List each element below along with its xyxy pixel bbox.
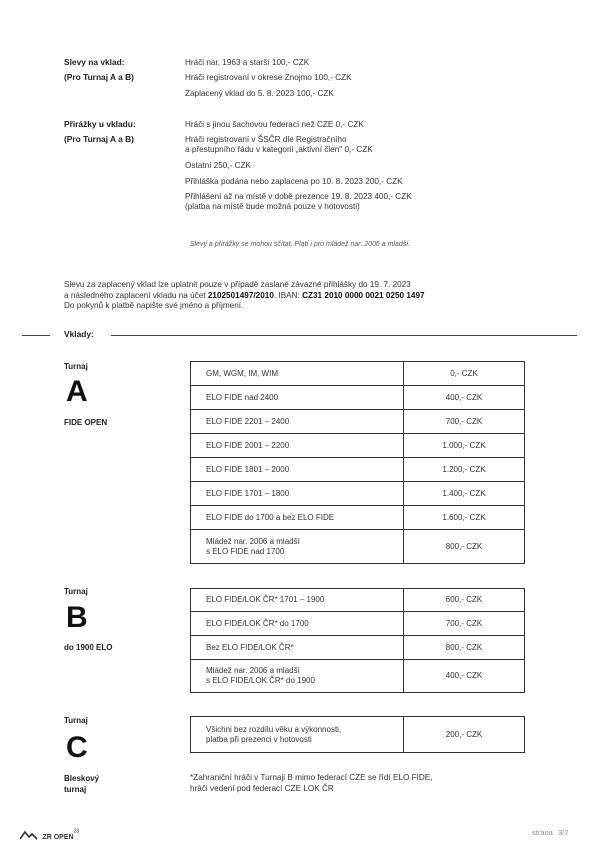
category-cell: Bez ELO FIDE/LOK ČR* (191, 636, 404, 660)
footnote-line-1: *Zahraniční hráči v Turnaji B mimo federací CZE se řídí ELO FIDE, (190, 773, 433, 782)
payment-prefix: a následného zaplacení vkladu na účet (64, 291, 208, 300)
table-row (191, 434, 525, 458)
category-cell: ELO FIDE 2001 – 2200 (191, 434, 404, 458)
footnote-line-2: hráči vedení pod federací CZE LOK ČR (190, 784, 334, 793)
discounts-label: Slevy na vklad: (64, 57, 125, 67)
surcharges-label: Přirážky u vkladu: (64, 119, 136, 129)
tournament-b-caption: Turnaj (64, 587, 88, 596)
tournament-c-caption: Turnaj (64, 716, 88, 725)
tournament-b-subtitle: do 1900 ELO (64, 643, 113, 652)
tournament-c-subtitle: Bleskový (64, 774, 100, 783)
payment-line-3: Do pokynů k platbě napište své jméno a příjmení. (64, 301, 244, 310)
iban-label: . IBAN: (273, 291, 303, 300)
category-line: Mládež nar. 2006 a mladší (206, 536, 300, 546)
table-row (191, 410, 525, 434)
payment-line-1: Slevu za zaplacený vklad lze uplatnit pouze v případě zaslané závazné přihlášky do 19. 7. 2023 (64, 280, 411, 289)
category-cell: ELO FIDE 1701 – 1800 (191, 482, 404, 506)
table-row (191, 482, 525, 506)
category-cell (191, 530, 404, 564)
tournament-a-letter: A (66, 375, 88, 408)
category-line: Všichni bez rozdílu věku a výkonnosti, (206, 724, 342, 734)
category-cell: ELO FIDE 1801 – 2000 (191, 458, 404, 482)
surcharge-item: Přihlášení až na místě v době prezence 19. 8. 2023 400,- CZK (185, 192, 412, 201)
fee-cell: 1.000,- CZK (404, 434, 525, 458)
category-cell (191, 660, 404, 693)
fee-cell: 700,- CZK (404, 612, 525, 636)
tournament-a-subtitle: FIDE OPEN (64, 418, 108, 427)
fee-cell: 400,- CZK (404, 386, 525, 410)
category-line: s ELO FIDE nad 1700 (206, 546, 285, 556)
table-row (191, 717, 525, 753)
category-cell: ELO FIDE nad 2400 (191, 386, 404, 410)
category-cell: ELO FIDE do 1700 a bez ELO FIDE (191, 506, 404, 530)
fees-table-a (190, 361, 525, 564)
table-row (191, 660, 525, 693)
table-row (191, 589, 525, 612)
fees-heading: Vklady: (64, 329, 94, 339)
table-row (191, 612, 525, 636)
footer-logo (20, 826, 79, 844)
category-cell: ELO FIDE/LOK ČR* 1701 – 1900 (191, 589, 404, 612)
tournament-a-caption: Turnaj (64, 362, 88, 371)
fee-cell: 600,- CZK (404, 589, 525, 612)
category-cell: ELO FIDE/LOK ČR* do 1700 (191, 612, 404, 636)
category-cell: ELO FIDE 2201 – 2400 (191, 410, 404, 434)
surcharge-item: (platba na místě bude možná pouze v hotovosti) (185, 202, 360, 211)
table-row (191, 506, 525, 530)
fee-cell: 700,- CZK (404, 410, 525, 434)
page-label: strana (532, 828, 553, 837)
logo-text: ZR OPEN (42, 834, 74, 841)
tournament-c-letter: C (66, 731, 88, 764)
discount-item: Zaplacený vklad do 5. 8. 2023 100,- CZK (185, 89, 334, 98)
category-line: platba při prezenci v hotovosti (206, 734, 312, 744)
surcharge-item: Hráči registrovaní v ŠSČR dle Registračního (185, 135, 347, 144)
fee-cell: 200,- CZK (404, 717, 525, 753)
bank-account: 2102501497/2010 (207, 291, 274, 300)
tournament-b-letter: B (66, 601, 88, 634)
category-cell: GM, WGM, IM, WIM (191, 362, 404, 386)
category-line: Mládež nar. 2006 a mladší (206, 666, 300, 675)
category-cell (191, 717, 404, 753)
divider-right (111, 335, 577, 336)
logo-sup: 23 (73, 828, 80, 835)
fees-table-b (190, 588, 525, 693)
category-line: s ELO FIDE/LOK ČR* do 1900 (206, 676, 315, 685)
discount-item: Hráči nar. 1963 a starší 100,- CZK (185, 58, 310, 67)
fee-cell: 400,- CZK (404, 660, 525, 693)
discounts-scope: (Pro Turnaj A a B) (64, 72, 134, 82)
table-row (191, 362, 525, 386)
mountain-icon (20, 830, 38, 840)
fee-cell: 1.600,- CZK (404, 506, 525, 530)
page-indicator (532, 828, 568, 837)
surcharge-item: a přestupního řádu v kategorii „aktivní člen" 0,- CZK (185, 145, 373, 154)
fee-cell: 800,- CZK (404, 530, 525, 564)
fee-cell: 1.200,- CZK (404, 458, 525, 482)
surcharge-item: Hráči s jinou šachovou federací než CZE 0,- CZK (185, 120, 364, 129)
table-row (191, 458, 525, 482)
fee-cell: 1.400,- CZK (404, 482, 525, 506)
table-row (191, 530, 525, 564)
discount-item: Hráči registrovaní v okrese Znojmo 100,- CZK (185, 73, 352, 82)
iban-value: CZ31 2010 0000 0021 0250 1497 (302, 291, 425, 300)
fee-cell: 0,- CZK (404, 362, 525, 386)
surcharge-item: Přihláška podána nebo zaplacena po 10. 8. 2023 200,- CZK (185, 177, 403, 186)
tournament-c-subtitle-2: turnaj (64, 785, 87, 794)
divider-left (22, 335, 50, 336)
fees-table-c (190, 716, 525, 753)
table-row (191, 636, 525, 660)
page-number: 3/7 (557, 828, 569, 837)
payment-line-2 (64, 291, 425, 301)
fee-cell: 800,- CZK (404, 636, 525, 660)
table-row (191, 386, 525, 410)
surcharges-scope: (Pro Turnaj A a B) (64, 134, 134, 144)
combine-note: Slevy a přirážky se mohou sčítat. Platí i pro mládež nar. 2006 a mladší. (189, 241, 411, 248)
surcharge-item: Ostatní 250,- CZK (185, 161, 251, 170)
